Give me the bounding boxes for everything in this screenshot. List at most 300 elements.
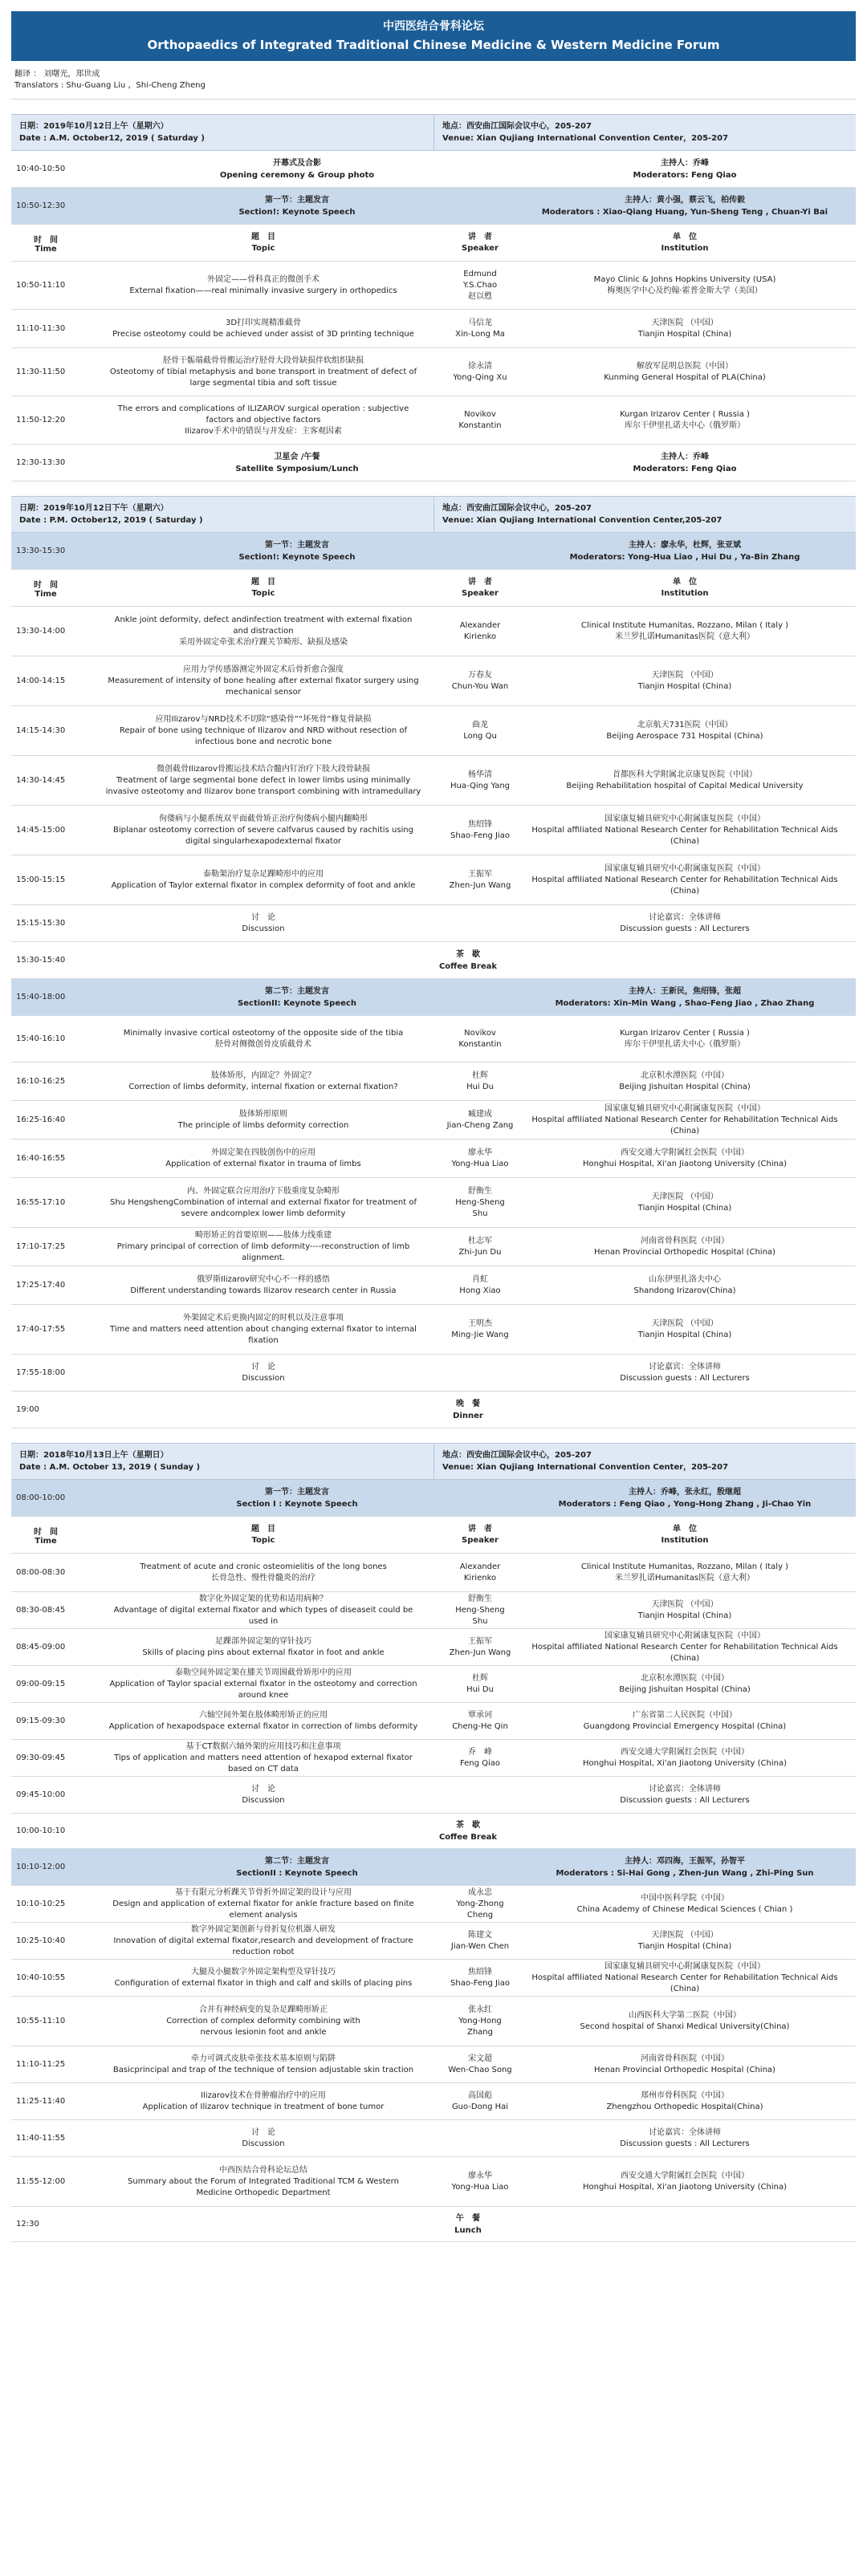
- topic-line: Treatment of acute and cronic osteomielitis of the long bones: [140, 1562, 387, 1571]
- speaker-cell: [446, 2005, 514, 2038]
- speaker-line: 杜辉: [472, 1071, 488, 1080]
- institution-cell: [514, 361, 856, 384]
- schedule-row: [11, 1923, 856, 1960]
- schedule-row: [11, 756, 856, 806]
- institution-line: 西安交通大学附属红会医院（中国）: [621, 2171, 749, 2180]
- speaker-line: 臧建成: [468, 1109, 492, 1119]
- moderators-line: 主持人：邓四海，王振军，孙智平: [625, 1856, 745, 1866]
- time-cell: 14:45-15:00: [16, 826, 66, 835]
- speaker-cell: [446, 1967, 514, 1989]
- topic-cell: [80, 1784, 446, 1806]
- institution-line: Kurgan Irizarov Center ( Russia ): [620, 1028, 750, 1038]
- topic-header: [80, 232, 446, 254]
- topic-cell: [80, 664, 446, 698]
- speaker-line: 王振军: [468, 1636, 492, 1646]
- topic-line: 基于CT数据六轴外架的应用技巧和注意事项: [185, 1741, 341, 1751]
- institution-line: 国家康复辅具研究中心附属康复医院（中国）: [604, 1961, 765, 1971]
- speaker-line: Alexander: [459, 1562, 501, 1571]
- schedule-row: [11, 310, 856, 348]
- topic-line: around knee: [238, 1690, 289, 1700]
- institution-line: 国家康复辅具研究中心附属康复医院（中国）: [604, 814, 765, 823]
- time-cell: 08:30-08:45: [16, 1606, 66, 1615]
- institution-line: Beijing Rehabilitation hospital of Capital Medical University: [566, 781, 804, 790]
- topic-line: Medicine Orthopedic Department: [196, 2188, 331, 2197]
- institution-line: 天津医院 （中国）: [651, 318, 718, 327]
- time-cell: 19:00: [16, 1405, 39, 1414]
- speaker-line: Zhi-Jun Du: [458, 1247, 502, 1257]
- institution-cell: [514, 770, 856, 792]
- time-header: [11, 233, 80, 254]
- schedule-row: [11, 942, 856, 979]
- break-line: 茶 歇: [456, 1820, 480, 1830]
- schedule-row: [11, 1062, 856, 1101]
- institution-line: 国家康复辅具研究中心附属康复医院（中国）: [604, 1631, 765, 1640]
- speaker-line: Hong Xiao: [459, 1286, 501, 1295]
- session-title-line: Opening ceremony & Group photo: [219, 170, 375, 180]
- topic-line: 胫骨对侧微创骨皮质截骨术: [215, 1039, 311, 1049]
- topic-line: 应用力学传感器测定外固定术后骨折愈合强度: [183, 664, 344, 674]
- schedule-row: [11, 979, 856, 1016]
- topic-line: 胫骨干骺端截骨骨搬运治疗胫骨大段骨缺损伴软组织缺损: [163, 356, 364, 365]
- speaker-line: Cheng: [466, 1910, 494, 1920]
- institution-line: 国家康复辅具研究中心附属康复医院（中国）: [604, 1103, 765, 1113]
- institution-line: 西安交通大学附属红会医院（中国）: [621, 1747, 749, 1757]
- topic-line: fixation: [248, 1335, 279, 1345]
- speaker-line: 焦绍锋: [468, 819, 492, 829]
- break-cell: [80, 2212, 856, 2237]
- time-cell: 10:00-10:10: [16, 1826, 66, 1835]
- institution-cell: [514, 1028, 856, 1050]
- topic-line: Time and matters need attention about changing external fixator to internal: [110, 1324, 417, 1334]
- schedule-row: [11, 348, 856, 396]
- institution-line: 北京积水潭医院（中国）: [641, 1071, 729, 1080]
- institution-cell: [514, 1236, 856, 1258]
- section-title-cell: [80, 194, 514, 218]
- moderators-cell: [514, 1855, 856, 1879]
- topic-line: 合并有神经病变的复杂足踝畸形矫正: [199, 2005, 328, 2014]
- topic-line: 长骨急性、慢性骨髓炎的治疗: [211, 1573, 315, 1583]
- topic-line: Osteotomy of tibial metaphysis and bone transport in treatment of defect of: [109, 367, 417, 376]
- speaker-line: Zhen-Jun Wang: [449, 880, 511, 890]
- schedule-row: [11, 2207, 856, 2242]
- topic-cell: [80, 1710, 446, 1733]
- moderators-line: Moderators : Xiao-Qiang Huang, Yun-Sheng Teng , Chuan-Yi Bai: [541, 207, 828, 217]
- institution-line: 天津医院 （中国）: [651, 1318, 718, 1328]
- institution-header-cn: 单 位: [673, 232, 697, 242]
- topic-line: 数字外固定架创新与骨折复位机器人研发: [191, 1924, 336, 1934]
- institution-line: 讨论嘉宾：全体讲师: [649, 2127, 721, 2137]
- speaker-cell: [446, 720, 514, 742]
- institution-cell: [514, 1747, 856, 1769]
- topic-cell: [80, 404, 446, 437]
- time-cell: 10:55-11:10: [16, 2017, 66, 2025]
- topic-line: large segmental tibia and soft tissue: [189, 378, 337, 388]
- session-title-line: SectionII: Keynote Speech: [238, 998, 356, 1008]
- translators-cn: 翻译 ： 刘曙光，郑世成: [14, 70, 100, 79]
- time-cell: 14:15-14:30: [16, 726, 66, 735]
- topic-line: 佝偻病与小腿系统双平面截骨矫正治疗佝偻病小腿内翻畸形: [159, 814, 368, 823]
- institution-line: Tianjin Hospital (China): [637, 329, 732, 339]
- speaker-line: Novikov: [464, 409, 496, 419]
- topic-line: Application of Taylor external fixator in complex deformity of foot and ankle: [111, 880, 416, 890]
- schedule-row: [11, 706, 856, 756]
- date-cn: 日期：2019年10月12日下午（星期六）: [19, 504, 169, 513]
- topic-line: 足踝部外固定架的穿针技巧: [215, 1636, 311, 1646]
- topic-line: 外固定架在四肢创伤中的应用: [211, 1148, 315, 1157]
- institution-cell: [514, 318, 856, 340]
- institution-line: Discussion guests : All Lecturers: [620, 2139, 750, 2148]
- topic-cell: [80, 912, 446, 935]
- speaker-cell: [446, 869, 514, 892]
- institution-line: (China): [670, 1653, 700, 1663]
- institution-line: Beijing Aerospace 731 Hospital (China): [606, 731, 763, 741]
- institution-line: Kurgan Irizarov Center ( Russia ): [620, 409, 750, 419]
- venue-en: Venue: Xian Qujiang International Convention Center，205-207: [442, 1463, 729, 1472]
- session-title-line: 卫星会 /午餐: [274, 452, 320, 461]
- time-cell: 15:15-15:30: [16, 919, 66, 928]
- session-title-line: SectionII : Keynote Speech: [236, 1868, 358, 1878]
- topic-line: Advantage of digital external fixator and which types of diseaseit could be: [113, 1605, 413, 1615]
- speaker-line: Long Qu: [463, 731, 497, 741]
- speaker-line: Shu: [472, 1209, 488, 1218]
- speaker-cell: [446, 2090, 514, 2113]
- speaker-line: Konstantin: [458, 421, 502, 430]
- topic-cell: [80, 615, 446, 648]
- speaker-cell: [446, 1887, 514, 1921]
- speaker-line: 舒衡生: [468, 1594, 492, 1603]
- date-en: Date : A.M. October12, 2019 ( Saturday ): [19, 134, 205, 143]
- topic-cell: [80, 2054, 446, 2076]
- schedule-row: [11, 1886, 856, 1923]
- institution-cell: [514, 1599, 856, 1622]
- speaker-cell: [446, 1594, 514, 1627]
- institution-line: Hospital affiliated National Research Center for Rehabilitation Technical Aids: [531, 825, 838, 835]
- venue-cell: [434, 1444, 856, 1479]
- topic-line: Summary about the Forum of Integrated Traditional TCM & Western: [128, 2176, 399, 2186]
- topic-cell: [80, 1562, 446, 1584]
- institution-header-en: Institution: [661, 588, 709, 598]
- break-line: 午 餐: [456, 2213, 480, 2223]
- section-title-cell: [80, 985, 514, 1010]
- institution-line: (China): [670, 886, 700, 896]
- institution-line: Discussion guests : All Lecturers: [620, 1795, 750, 1805]
- forum-title-en: Orthopaedics of Integrated Traditional Chinese Medicine & Western Medicine Forum: [147, 38, 720, 52]
- institution-cell: [514, 670, 856, 693]
- break-cell: [80, 1398, 856, 1422]
- speaker-line: Heng-Sheng: [455, 1605, 505, 1615]
- moderators-line: 主持人：黄小强，蔡云飞，柏传毅: [625, 195, 745, 205]
- speaker-line: 马信龙: [468, 318, 492, 327]
- date-cell: [11, 497, 434, 532]
- venue-cell: [434, 115, 856, 150]
- topic-line: based on CT data: [228, 1764, 299, 1774]
- institution-line: Tianjin Hospital (China): [637, 1611, 732, 1620]
- institution-cell: [514, 1961, 856, 1995]
- time-header-en: Time: [35, 244, 57, 254]
- speaker-line: 杜辉: [472, 1673, 488, 1683]
- speaker-line: Chun-You Wan: [451, 681, 509, 691]
- institution-cell: [514, 1784, 856, 1806]
- speaker-line: 宋文超: [468, 2054, 492, 2063]
- speaker-header-en: Speaker: [462, 243, 499, 253]
- time-cell: 15:40-18:00: [16, 993, 66, 1002]
- speaker-cell: [446, 1747, 514, 1769]
- speaker-cell: [446, 409, 514, 432]
- session-title-line: 开幕式及合影: [273, 158, 321, 168]
- institution-line: 讨论嘉宾：全体讲师: [649, 1784, 721, 1794]
- topic-cell: [80, 1924, 446, 1958]
- moderators-cell: [514, 451, 856, 475]
- institution-line: Zhengzhou Orthopedic Hospital(China): [606, 2102, 763, 2111]
- institution-line: 讨论嘉宾：全体讲师: [649, 1362, 721, 1371]
- topic-line: 讨 论: [251, 1784, 275, 1794]
- topic-line: 大腿及小腿数字外固定架构型及穿针技巧: [191, 1967, 336, 1977]
- schedule-row: [11, 1228, 856, 1266]
- venue-en: Venue: Xian Qujiang International Convention Center,205-207: [442, 516, 722, 525]
- date-cell: [11, 1444, 434, 1479]
- translators-en: Translators : Shu-Guang Liu ，Shi-Cheng Zheng: [14, 81, 206, 90]
- topic-line: External fixation——real minimally invasive surgery in orthopedics: [129, 286, 397, 295]
- institution-line: (China): [670, 1984, 700, 1993]
- topic-line: severe andcomplex lower limb deformity: [181, 1209, 346, 1218]
- time-header-en: Time: [35, 589, 57, 599]
- topic-line: Ilizarov手术中的错误与并发症：主客观因素: [185, 426, 342, 436]
- session-title-line: 第二节：主题发言: [265, 1856, 329, 1866]
- schedule-day-block: [11, 496, 856, 1428]
- schedule-row: [11, 1814, 856, 1849]
- topic-header: [80, 1524, 446, 1546]
- institution-line: 广东省第二人民医院（中国）: [633, 1710, 737, 1720]
- time-cell: 11:40-11:55: [16, 2134, 66, 2143]
- institution-line: 米兰罗扎诺Humanitas医院（意大利）: [614, 632, 755, 641]
- institution-line: Beijing Jishuitan Hospital (China): [619, 1684, 751, 1694]
- speaker-header: [446, 1524, 514, 1546]
- institution-header: [514, 232, 856, 254]
- institution-cell: [514, 620, 856, 643]
- schedule-row: [11, 905, 856, 942]
- topic-line: used in: [248, 1616, 279, 1626]
- topic-line: Correction of complex deformity combining with: [166, 2016, 360, 2025]
- speaker-line: Ming-Jie Wang: [451, 1330, 509, 1339]
- topic-line: alignment.: [242, 1253, 285, 1262]
- topic-cell: [80, 1636, 446, 1659]
- topic-line: Treatment of large segmental bone defect in lower limbs using minimally: [116, 775, 411, 785]
- speaker-cell: [446, 819, 514, 842]
- institution-cell: [514, 1103, 856, 1137]
- topic-cell: [80, 1967, 446, 1989]
- institution-line: Honghui Hospital, Xi'an Jiaotong University (China): [582, 1159, 787, 1168]
- institution-line: 郑州市骨科医院（中国）: [641, 2090, 729, 2100]
- topic-cell: [80, 1313, 446, 1347]
- speaker-line: 赵以甦: [468, 291, 492, 301]
- speaker-line: Yong-Hua Liao: [451, 2182, 509, 2192]
- section-title-cell: [80, 1486, 514, 1510]
- topic-line: Application of external fixator in trauma of limbs: [165, 1159, 361, 1168]
- institution-line: Tianjin Hospital (China): [637, 1330, 732, 1339]
- break-line: 茶 歇: [456, 949, 480, 959]
- speaker-line: Hui Du: [466, 1684, 494, 1694]
- speaker-line: 乔 峰: [468, 1747, 492, 1757]
- speaker-line: Kirienko: [463, 1573, 497, 1583]
- speaker-header: [446, 577, 514, 599]
- speaker-cell: [446, 1148, 514, 1170]
- speaker-line: 王明杰: [468, 1318, 492, 1328]
- schedule-row: [11, 1849, 856, 1886]
- speaker-header-cn: 讲 者: [468, 232, 492, 242]
- topic-cell: [80, 814, 446, 847]
- topic-line: 数字化外固定架的优势和适用病种？: [199, 1594, 328, 1603]
- topic-header-en: Topic: [251, 588, 275, 598]
- speaker-line: 张永红: [468, 2005, 492, 2014]
- date-en: Date : A.M. October 13, 2019 ( Sunday ): [19, 1463, 201, 1472]
- topic-cell: [80, 318, 446, 340]
- institution-line: Honghui Hospital, Xi'an Jiaotong University (China): [582, 2182, 787, 2192]
- date-cn: 日期：2018年10月13日上午（星期日）: [19, 1451, 169, 1460]
- schedule-day-block: [11, 114, 856, 481]
- topic-line: Measurement of intensity of bone healing after external fixator surgery using: [108, 676, 419, 685]
- session-title-cell: [80, 157, 514, 181]
- topic-line: Tips of application and matters need attention of hexapod external fixator: [114, 1753, 413, 1762]
- moderators-cell: [514, 539, 856, 563]
- topic-line: 肢体矫形原则: [239, 1109, 287, 1119]
- institution-cell: [514, 1631, 856, 1664]
- institution-cell: [514, 912, 856, 935]
- time-header-cn: 时 间: [34, 580, 58, 590]
- institution-line: Second hospital of Shanxi Medical University(China): [580, 2021, 790, 2031]
- schedule-row: [11, 855, 856, 905]
- speaker-cell: [446, 1636, 514, 1659]
- time-cell: 13:30-14:00: [16, 627, 66, 636]
- topic-cell: [80, 2090, 446, 2113]
- topic-line: Correction of limbs deformity, internal fixation or external fixation?: [128, 1082, 398, 1091]
- date-venue-row: [11, 1443, 856, 1480]
- forum-title-cn: 中西医结合骨科论坛: [383, 20, 484, 33]
- institution-cell: [514, 814, 856, 847]
- time-cell: 10:50-12:30: [16, 201, 66, 210]
- schedule-row: [11, 225, 856, 262]
- schedule-row: [11, 2083, 856, 2120]
- moderators-cell: [514, 157, 856, 181]
- session-title-line: 第一节：主题发言: [265, 540, 329, 550]
- time-cell: 15:30-15:40: [16, 956, 66, 965]
- speaker-line: Heng-Sheng: [455, 1197, 505, 1207]
- speaker-cell: [446, 1071, 514, 1093]
- time-cell: 11:30-11:50: [16, 368, 66, 376]
- topic-cell: [80, 1028, 446, 1050]
- topic-cell: [80, 764, 446, 798]
- speaker-cell: [446, 269, 514, 303]
- schedule-row: [11, 1266, 856, 1305]
- institution-line: 天津医院 （中国）: [651, 1930, 718, 1940]
- topic-line: Discussion: [242, 1373, 285, 1383]
- speaker-line: 廖永华: [468, 1148, 492, 1157]
- time-cell: 16:25-16:40: [16, 1115, 66, 1124]
- session-title-line: 第二节：主题发言: [265, 986, 329, 996]
- speaker-cell: [446, 1028, 514, 1050]
- topic-line: Configuration of external fixator in thigh and calf and skills of placing pins: [114, 1978, 413, 1988]
- forum-header: [11, 11, 856, 61]
- topic-line: mechanical sensor: [226, 687, 301, 697]
- speaker-cell: [446, 770, 514, 792]
- moderators-line: Moderators: Yong-Hua Liao , Hui Du , Ya-Bin Zhang: [569, 552, 800, 562]
- time-header: [11, 1525, 80, 1546]
- date-en: Date : P.M. October12, 2019 ( Saturday ): [19, 516, 203, 525]
- institution-cell: [514, 1673, 856, 1696]
- topic-line: 讨 论: [251, 1362, 275, 1371]
- topic-line: and distraction: [233, 626, 294, 636]
- topic-cell: [80, 1148, 446, 1170]
- topic-line: Biplanar osteotomy correction of severe calfvarus caused by rachitis using: [112, 825, 413, 835]
- time-header-cn: 时 间: [34, 1527, 58, 1537]
- topic-line: 俄罗斯Ilizarov研究中心不一样的感悟: [197, 1274, 330, 1284]
- topic-line: Skills of placing pins about external fixator in foot and ankle: [142, 1648, 385, 1657]
- topic-line: 微创截骨Ilizarov骨搬运技术结合髓内钉治疗下肢大段骨缺损: [157, 764, 370, 774]
- institution-cell: [514, 720, 856, 742]
- venue-en: Venue: Xian Qujiang International Convention Center，205-207: [442, 134, 729, 143]
- institution-line: Honghui Hospital, Xi'an Jiaotong University (China): [582, 1758, 787, 1768]
- speaker-cell: [446, 1236, 514, 1258]
- topic-line: infectious bone and necrotic bone: [194, 737, 332, 746]
- schedule-row: [11, 806, 856, 855]
- date-venue-row: [11, 496, 856, 533]
- topic-line: Ankle joint deformity, defect andinfection treatment with external fixation: [114, 615, 413, 624]
- speaker-line: 杨华清: [468, 770, 492, 779]
- break-cell: [80, 949, 856, 973]
- topic-cell: [80, 2127, 446, 2150]
- speaker-line: Zhang: [466, 2027, 493, 2037]
- time-cell: 08:00-08:30: [16, 1568, 66, 1577]
- topic-header-cn: 题 目: [251, 232, 275, 242]
- institution-line: Tianjin Hospital (China): [637, 1941, 732, 1951]
- institution-line: 米兰罗扎诺Humanitas医院（意大利）: [614, 1573, 755, 1583]
- speaker-line: Kirienko: [463, 632, 497, 641]
- speaker-cell: [446, 1710, 514, 1733]
- speaker-line: Zhen-Jun Wang: [449, 1648, 511, 1657]
- institution-cell: [514, 1893, 856, 1916]
- speaker-line: Shao-Feng Jiao: [450, 831, 510, 840]
- time-cell: 16:40-16:55: [16, 1154, 66, 1163]
- topic-line: element analysis: [229, 1910, 298, 1920]
- speaker-line: Novikov: [464, 1028, 496, 1038]
- speaker-cell: [446, 1318, 514, 1341]
- topic-cell: [80, 1186, 446, 1220]
- moderators-line: Moderators : Si-Hai Gong , Zhen-Jun Wang , Zhi-Ping Sun: [556, 1868, 814, 1878]
- institution-line: 首都医科大学附属北京康复医院（中国）: [613, 770, 757, 779]
- speaker-header-cn: 讲 者: [468, 1524, 492, 1534]
- topic-line: 六轴空间外架在肢体畸形矫正的应用: [199, 1710, 328, 1720]
- institution-header-en: Institution: [661, 1535, 709, 1545]
- schedule-row: [11, 533, 856, 570]
- time-header: [11, 578, 80, 599]
- speaker-line: Yong-Hua Liao: [451, 1159, 509, 1168]
- institution-line: 讨论嘉宾：全体讲师: [649, 912, 721, 922]
- speaker-line: Guo-Dong Hai: [451, 2102, 509, 2111]
- time-cell: 15:00-15:15: [16, 876, 66, 884]
- institution-header: [514, 577, 856, 599]
- schedule-row: [11, 188, 856, 225]
- institution-line: 中国中医科学院（中国）: [641, 1893, 729, 1903]
- time-cell: 10:40-10:55: [16, 1973, 66, 1982]
- speaker-header-cn: 讲 者: [468, 577, 492, 587]
- speaker-line: 陈建文: [468, 1930, 492, 1940]
- time-cell: 10:40-10:50: [16, 165, 66, 173]
- break-line: 晚 餐: [456, 1399, 480, 1408]
- break-line: Coffee Break: [438, 961, 498, 971]
- topic-header-cn: 题 目: [251, 1524, 275, 1534]
- schedule-row: [11, 445, 856, 481]
- schedule-row: [11, 1666, 856, 1703]
- topic-cell: [80, 2005, 446, 2038]
